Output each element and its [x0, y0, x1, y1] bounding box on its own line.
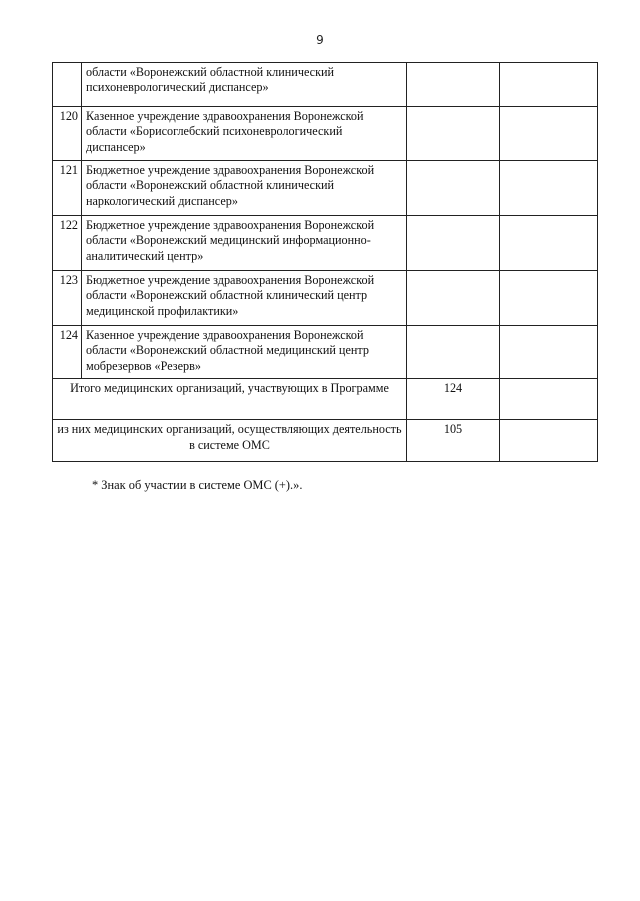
table-row — [53, 107, 598, 161]
extra-cell — [500, 216, 598, 271]
table-row — [53, 161, 598, 216]
oms-participation-cell — [407, 326, 500, 379]
organization-name: Казенное учреждение здравоохранения Воронежской области «Борисоглебский психоневрологический диспансер» — [82, 107, 407, 161]
oms-participation-cell — [407, 216, 500, 271]
extra-cell — [500, 271, 598, 326]
organizations-table — [52, 62, 598, 462]
organization-name: области «Воронежский областной клинический психоневрологический диспансер» — [82, 63, 407, 107]
organization-name: Бюджетное учреждение здравоохранения Воронежской области «Воронежский медицинский информационно-аналитический центр» — [82, 216, 407, 271]
row-number: 121 — [53, 161, 82, 216]
row-number — [53, 63, 82, 107]
oms-participation-cell — [407, 271, 500, 326]
summary-row-total — [53, 379, 598, 420]
oms-participation-cell — [407, 63, 500, 107]
summary-value: 105 — [407, 420, 500, 462]
row-number: 124 — [53, 326, 82, 379]
extra-cell — [500, 326, 598, 379]
organization-name: Бюджетное учреждение здравоохранения Воронежской области «Воронежский областной клинический наркологический диспансер» — [82, 161, 407, 216]
row-number: 123 — [53, 271, 82, 326]
extra-cell — [500, 63, 598, 107]
page-number: 9 — [316, 33, 324, 47]
extra-cell — [500, 420, 598, 462]
table-row — [53, 271, 598, 326]
oms-participation-cell — [407, 161, 500, 216]
summary-row-oms — [53, 420, 598, 462]
summary-label: Итого медицинских организаций, участвующих в Программе — [53, 379, 407, 420]
table-row — [53, 63, 598, 107]
table-row — [53, 216, 598, 271]
footnote: * Знак об участии в системе ОМС (+).». — [92, 478, 303, 492]
extra-cell — [500, 107, 598, 161]
row-number: 122 — [53, 216, 82, 271]
organization-name: Бюджетное учреждение здравоохранения Воронежской области «Воронежский областной клинический центр медицинской профилактики» — [82, 271, 407, 326]
extra-cell — [500, 379, 598, 420]
row-number: 120 — [53, 107, 82, 161]
organization-name: Казенное учреждение здравоохранения Воронежской области «Воронежский областной медицинский центр мобрезервов «Резерв» — [82, 326, 407, 379]
oms-participation-cell — [407, 107, 500, 161]
summary-label: из них медицинских организаций, осуществляющих деятельность в системе ОМС — [53, 420, 407, 462]
extra-cell — [500, 161, 598, 216]
summary-value: 124 — [407, 379, 500, 420]
table-row — [53, 326, 598, 379]
